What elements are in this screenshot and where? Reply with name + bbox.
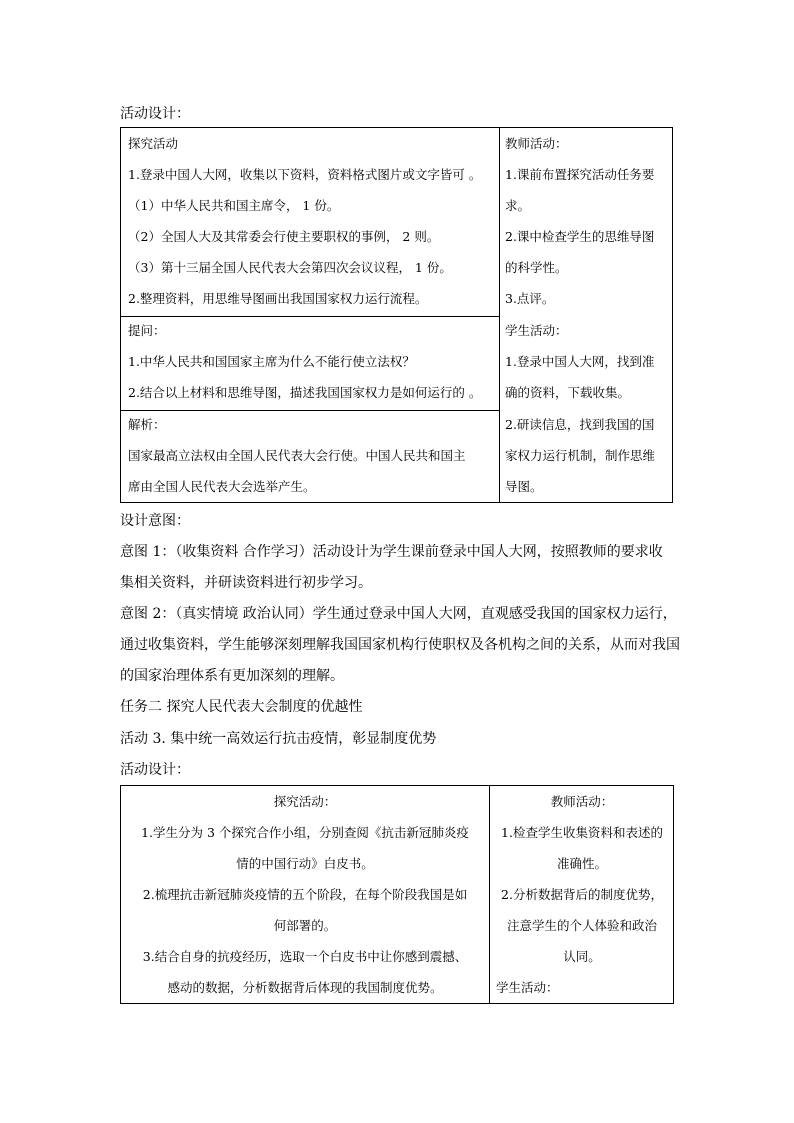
activity-design-heading-1: 活动设计：	[120, 106, 190, 122]
intent-2-line: 通过收集资料，学生能够深刻理解我国国家机构行使职权及各机构之间的关系，从而对我国	[120, 637, 680, 653]
cell-text: （3）第十三届全国人民代表大会第四次会议议程， 1 份。	[128, 260, 452, 275]
cell-text: 1.登录中国人大网，收集以下资料，资料格式图片或文字皆可 。	[128, 167, 482, 182]
cell-text: 席由全国人民代表大会选举产生。	[128, 479, 316, 494]
cell-text: 2.课中检查学生的思维导图	[505, 229, 655, 244]
activity-table-2	[120, 785, 674, 1004]
cell-text: 1.检查学生收集资料和表述的	[501, 825, 663, 840]
cell-text: 国家最高立法权由全国人民代表大会行使。中国人民共和国主	[128, 448, 466, 463]
cell-text: 家权力运行机制，制作思维	[505, 448, 656, 463]
cell-text: 2.梳理抗击新冠肺炎疫情的五个阶段，在每个阶段我国是如	[142, 887, 468, 902]
row-divider	[121, 316, 499, 317]
activity-table-1	[120, 127, 673, 503]
cell-title: 探究活动	[128, 136, 179, 151]
cell-text: 认同。	[563, 949, 601, 964]
cell-title: 教师活动：	[505, 136, 568, 151]
cell-text: 1.课前布置探究活动任务要	[505, 167, 655, 182]
cell-title: 教师活动：	[550, 794, 614, 809]
cell-text: 何部署的。	[273, 918, 337, 933]
cell-text: 情的中国行动》白皮书。	[236, 856, 374, 871]
cell-text: 准确性。	[556, 856, 607, 871]
cell-text: 注意学生的个人体验和政治	[506, 918, 657, 933]
cell-title: 解析：	[128, 417, 166, 432]
cell-text: 1.中华人民共和国国家主席为什么不能行使立法权？	[128, 354, 415, 369]
cell-text: 3.点评。	[505, 291, 555, 306]
intent-2-line: 的国家治理体系有更加深刻的理解。	[120, 668, 344, 684]
cell-text: 3.结合自身的抗疫经历，选取一个白皮书中让你感到震撼、	[142, 949, 468, 964]
cell-text: 确的资料，下载收集。	[505, 385, 631, 400]
cell-text: 2.整理资料，用思维导图画出我国国家权力运行流程。	[128, 291, 428, 306]
column-divider	[499, 128, 500, 502]
cell-text: 导图。	[505, 479, 543, 494]
intent-2-line: 意图 2：（真实情境 政治认同）学生通过登录中国人大网，直观感受我国的国家权力运行，	[120, 606, 677, 622]
cell-title: 学生活动：	[505, 323, 568, 338]
cell-text: 1.登录中国人大网，找到准	[505, 354, 655, 369]
intent-1-line: 集相关资料，并研读资料进行初步学习。	[120, 575, 372, 591]
cell-text: 2.分析数据背后的制度优势，	[501, 887, 663, 902]
intent-1-line: 意图 1：（收集资料 合作学习）活动设计为学生课前登录中国人大网，按照教师的要求收	[120, 544, 663, 560]
cell-title: 提问：	[128, 323, 166, 338]
cell-text: 2.结合以上材料和思维导图，描述我国国家权力是如何运行的 。	[128, 385, 482, 400]
cell-text: 1.学生分为 3 个探究合作小组，分别查阅《抗击新冠肺炎疫	[141, 825, 469, 840]
cell-text: 的科学性。	[505, 260, 568, 275]
activity-3-title: 活动 3. 集中统一高效运行抗击疫情，彰显制度优势	[120, 731, 437, 747]
activity-design-heading-2: 活动设计：	[120, 762, 190, 778]
design-intent-heading: 设计意图：	[120, 513, 190, 529]
row-divider	[121, 410, 499, 411]
cell-title: 学生活动：	[496, 980, 559, 995]
cell-text: 求。	[505, 198, 531, 213]
cell-text: 2.研读信息，找到我国的国	[505, 417, 655, 432]
cell-text: （1）中华人民共和国主席令， 1 份。	[128, 198, 340, 213]
task-2-title: 任务二 探究人民代表大会制度的优越性	[120, 699, 363, 715]
cell-text: （2）全国人大及其常委会行使主要职权的事例， 2 则。	[128, 229, 440, 244]
cell-text: 感动的数据，分析数据背后体现的我国制度优势。	[167, 980, 443, 995]
cell-title: 探究活动：	[273, 794, 337, 809]
